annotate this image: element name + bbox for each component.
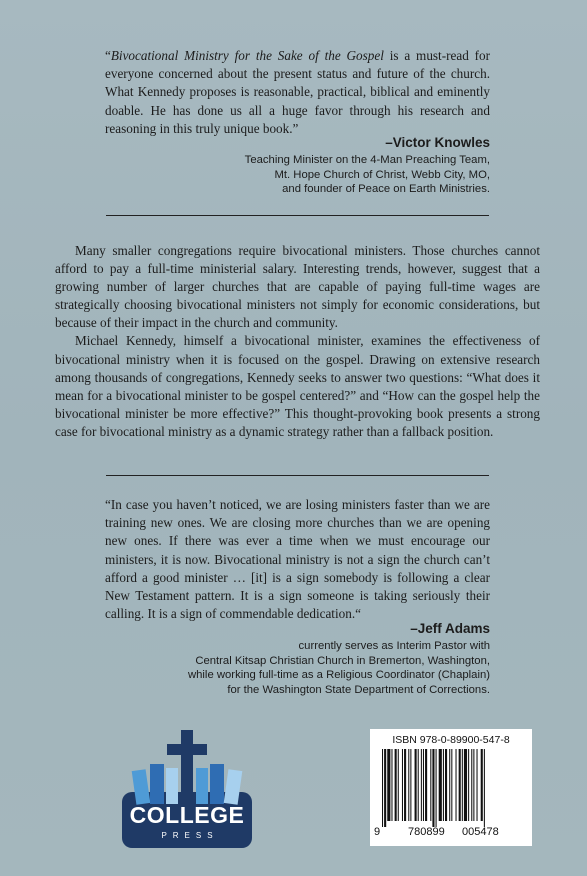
barcode-bar [468, 749, 469, 821]
barcode-bar [436, 749, 437, 827]
barcode-bar [384, 749, 386, 827]
barcode-bar [473, 749, 474, 821]
cross-bar [167, 744, 207, 755]
book-icon [210, 764, 224, 804]
quote-1-author: –Victor Knowles [385, 135, 490, 150]
credential-line: Teaching Minister on the 4-Man Preaching Team, [244, 154, 490, 166]
barcode-digits-right: 005478 [462, 826, 499, 838]
isbn-barcode [370, 729, 532, 846]
credential-line: and founder of Peace on Earth Ministries. [282, 183, 490, 196]
barcode-bar [445, 749, 447, 821]
barcode-bar [481, 749, 483, 821]
barcode-bar [415, 749, 417, 821]
quote-1-author-credentials [245, 153, 490, 197]
divider-rule [106, 475, 489, 476]
barcode-bar [456, 749, 457, 821]
barcode-bar [423, 749, 424, 821]
logo-subtitle: PRESS [161, 831, 219, 840]
barcode-bar [464, 749, 467, 821]
quote-open-mark: “ [105, 48, 111, 63]
barcode-bars [382, 749, 520, 829]
endorsement-quote-2: “In case you haven’t noticed, we are losing ministers faster than we are training new ones. We are closing more churches than we are opening new ones. If there was ever a time when we must encourage our ministers, it is now. Bivocational ministry is not a sign the church can’t afford a good minister … [it] is a sign somebody is following a clear New Testament pattern. It is a sign someone is taking seriously their calling. It is a sign of commendable dedication.“ [105, 497, 490, 622]
barcode-digits-left: 780899 [408, 826, 445, 838]
barcode-bar [387, 749, 390, 821]
barcode-bar [432, 749, 434, 827]
description-paragraph: Michael Kennedy, himself a bivocational minister, examines the effectiveness of bivocational ministry when it is focused on the gospel. Drawing on extensive research among thousands of congregations, Kennedy seeks to answer two questions: “What does it mean for a bivocational minister to be gospel centered?” and “How can the gospel help the bivocational minister be more effective?” This thought-provoking book presents a strong case for bivocational ministry as a dynamic strategy rather than a fallback position. [55, 333, 540, 439]
quote-2-author: –Jeff Adams [410, 621, 490, 636]
isbn-number: ISBN 978-0-89900-547-8 [392, 734, 510, 746]
barcode-bar [398, 749, 399, 821]
barcode-bar [425, 749, 427, 821]
divider-rule [106, 215, 489, 216]
book-title-italic: Bivocational Ministry for the Sake of the Gospel [110, 48, 384, 63]
college-press-logo [118, 726, 256, 852]
barcode-bar [382, 749, 383, 827]
credential-line: Mt. Hope Church of Christ, Webb City, MO, [274, 168, 490, 181]
barcode-bar [439, 749, 442, 821]
barcode-bar [404, 749, 406, 821]
barcode-digit-first: 9 [374, 826, 381, 838]
logo-wordmark: COLLEGE [129, 802, 245, 828]
credential-line: for the Washington State Department of Corrections. [227, 683, 490, 696]
book-icon [166, 768, 178, 804]
barcode-bar [443, 749, 444, 821]
barcode-bar [471, 749, 472, 821]
barcode-bar [418, 749, 419, 821]
quote-2-author-credentials [188, 639, 490, 697]
barcode-bar [477, 749, 478, 821]
book-icon [196, 768, 208, 804]
credential-line: currently serves as Interim Pastor with [298, 640, 490, 652]
credential-line: Central Kitsap Christian Church in Bremerton, Washington, [195, 654, 490, 667]
barcode-bar [449, 749, 450, 821]
barcode-bar [484, 749, 485, 827]
barcode-bar [462, 749, 463, 821]
barcode-bar [391, 749, 392, 821]
barcode-bar [451, 749, 452, 821]
book-description [55, 242, 540, 441]
barcode-bar [430, 749, 431, 821]
barcode-bar [410, 749, 411, 821]
quote-1-text: is a must-read for everyone concerned about the present status and future of the church. What Kennedy proposes is reasonable, practical, biblical and eminently doable. He has done us all a huge favor through his research and reasoning in this truly unique book.” [105, 48, 490, 136]
endorsement-quote-1 [105, 47, 490, 138]
barcode-bar [459, 749, 461, 821]
cross-icon [181, 730, 193, 804]
barcode-bar [395, 749, 397, 821]
barcode-bar [402, 749, 403, 821]
description-paragraph: Many smaller congregations require bivocational ministers. Those churches cannot afford to pay a full-time ministerial salary. Interesting trends, however, suggest that a growing number of larger churches that are capable of paying full-time wages are strategically choosing bivocational ministers not simply for economic considerations, but because of their impact in the church and community. [55, 243, 540, 331]
barcode-bar [421, 749, 422, 821]
book-icon [150, 764, 164, 804]
barcode-bar [408, 749, 409, 821]
credential-line: while working full-time as a Religious Coordinator (Chaplain) [187, 669, 490, 682]
